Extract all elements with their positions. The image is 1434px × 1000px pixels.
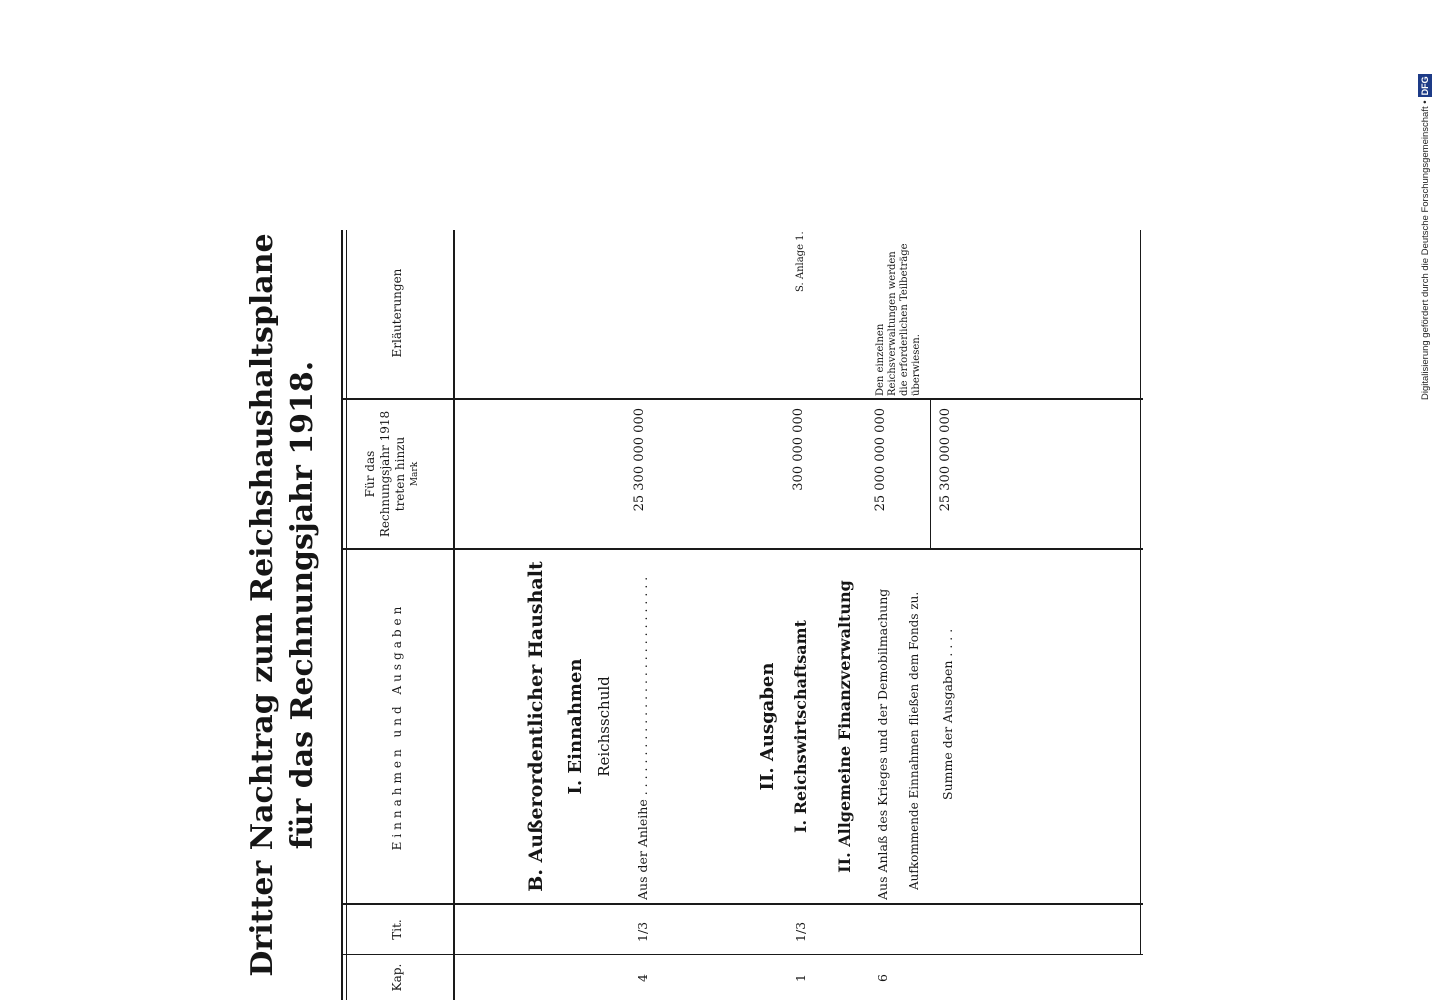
sum-rule xyxy=(930,398,931,548)
credit-label: Digitalisierung gefördert durch die Deutsche Forschungsgemeinschaft • xyxy=(1420,100,1431,400)
row3-note: Den einzelnen Reichsverwaltungen werden die erforderlichen Teilbeträge überwiesen. xyxy=(875,243,922,396)
row3-kap: 6 xyxy=(875,974,890,982)
rotated-page xyxy=(185,210,1170,1000)
header-einnahmen-ausgaben: Einnahmen und Ausgaben xyxy=(390,602,404,851)
col-divider-amount xyxy=(343,548,1143,550)
header-betrag-line2: Rechnungsjahr 1918 xyxy=(378,410,392,538)
header-erlaeuterungen: Erläuterungen xyxy=(390,268,404,358)
section-ausgaben: II. Ausgaben xyxy=(757,662,778,791)
row3-text: Aus Anlaß des Krieges und der Demobilmachung xyxy=(875,588,890,900)
section-haushalt: B. Außerordentlicher Haushalt xyxy=(525,561,547,892)
credit-sidebar xyxy=(1418,0,1434,400)
section-finanzverwaltung: II. Allgemeine Finanzverwaltung xyxy=(835,580,854,873)
aufkommende-einnahmen: Aufkommende Einnahmen fließen dem Fonds zu. xyxy=(907,591,921,890)
document-subtitle: für das Rechnungsjahr 1918. xyxy=(285,360,320,850)
row3-amount: 25 000 000 000 xyxy=(873,408,888,512)
col-divider-tit xyxy=(343,954,1143,955)
summe-amount: 25 300 000 000 xyxy=(938,408,953,512)
row1-text: Aus der Anleihe . . . . . . . . . . . . . . . . . . . . . . . . . . . . xyxy=(635,576,650,900)
section-einnahmen: I. Einnahmen xyxy=(565,658,586,795)
row1-tit: 1/3 xyxy=(635,921,650,942)
col-divider-notes xyxy=(343,398,1143,400)
row2-note: S. Anlage 1. xyxy=(795,231,806,292)
header-betrag-line3: treten hinzu xyxy=(393,436,407,512)
dfg-logo: DFG xyxy=(1420,76,1430,96)
table-top-rule-thin xyxy=(346,230,347,1000)
table-bottom-rule xyxy=(1140,230,1141,955)
section-reichsschuld: Reichsschuld xyxy=(595,676,613,777)
section-reichswirtschaftsamt: I. Reichswirtschaftsamt xyxy=(791,620,810,833)
row1-amount: 25 300 000 000 xyxy=(632,408,647,512)
row2-amount: 300 000 000 xyxy=(791,408,806,491)
col-divider-text xyxy=(343,903,1143,905)
header-bottom-rule xyxy=(453,230,455,1000)
row1-kap: 4 xyxy=(635,974,650,982)
document-title: Dritter Nachtrag zum Reichshaushaltsplane xyxy=(245,233,280,977)
table-top-rule xyxy=(341,230,343,1000)
credit-text xyxy=(1418,0,1432,400)
row2-kap: 1 xyxy=(793,974,808,982)
header-betrag xyxy=(363,400,423,548)
summe-label: Summe der Ausgaben . . . . xyxy=(940,628,955,800)
header-tit: Tit. xyxy=(390,919,404,940)
header-betrag-line1: Für das xyxy=(363,450,377,498)
header-betrag-line4: Mark xyxy=(410,461,420,487)
header-kap: Kap. xyxy=(390,963,404,992)
row2-tit: 1/3 xyxy=(793,921,808,942)
